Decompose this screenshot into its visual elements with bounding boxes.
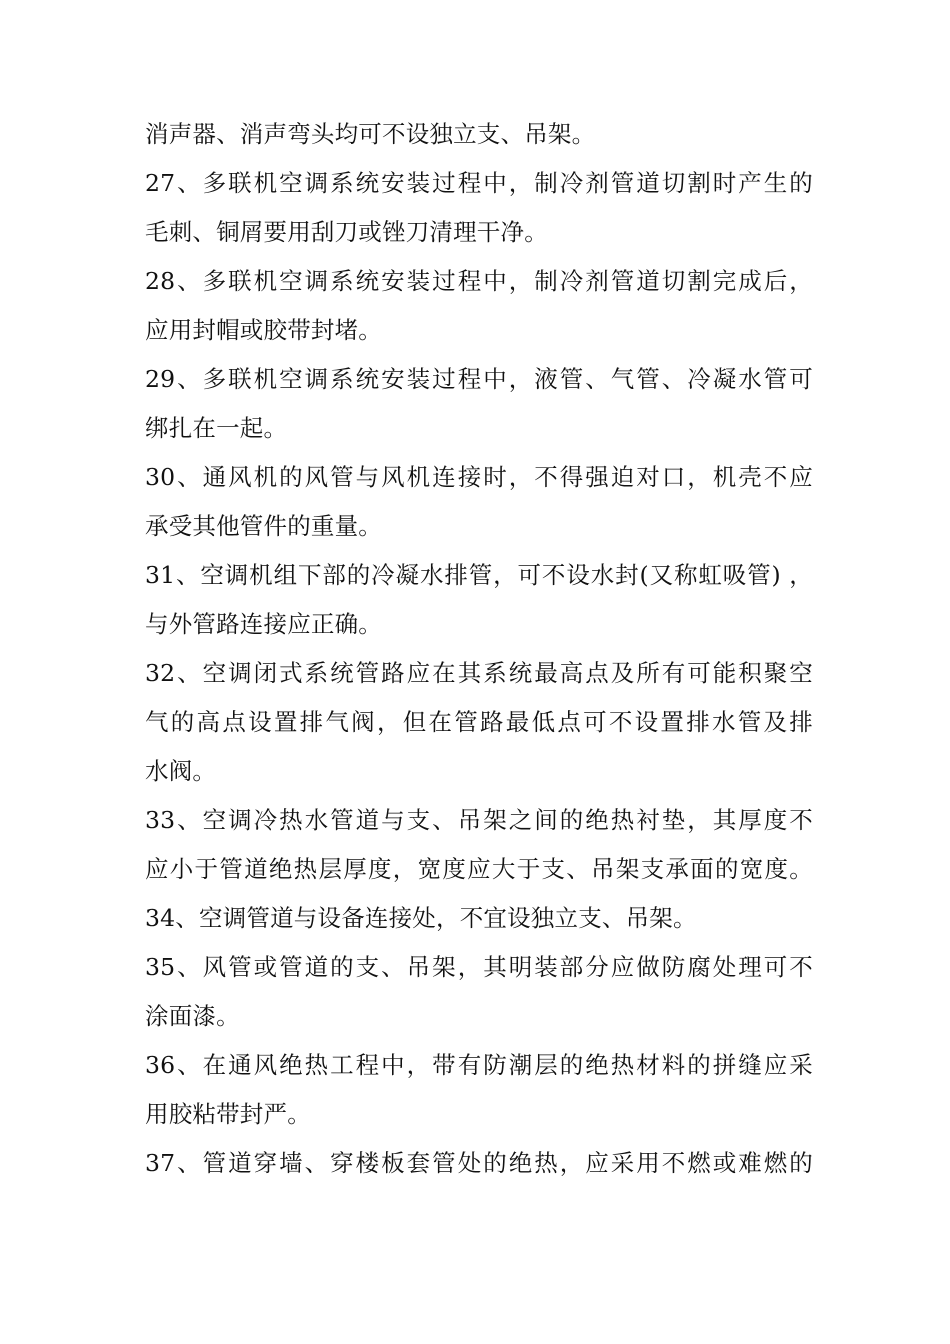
text-line: 35、风管或管道的支、吊架，其明装部分应做防腐处理可不 xyxy=(145,953,813,981)
text-line: 气的高点设置排气阀，但在管路最低点可不设置排水管及排 xyxy=(145,708,813,736)
text-line: 28、多联机空调系统安装过程中，制冷剂管道切割完成后， xyxy=(145,267,813,295)
text-line: 31、空调机组下部的冷凝水排管，可不设水封(又称虹吸管) ， xyxy=(145,561,813,589)
text-line: 与外管路连接应正确。 xyxy=(145,610,382,638)
text-line: 毛刺、铜屑要用刮刀或锉刀清理干净。 xyxy=(145,218,548,246)
text-line: 应用封帽或胶带封堵。 xyxy=(145,316,382,344)
text-line: 消声器、消声弯头均可不设独立支、吊架。 xyxy=(145,120,596,148)
text-line: 用胶粘带封严。 xyxy=(145,1100,311,1128)
text-line: 30、通风机的风管与风机连接时，不得强迫对口，机壳不应 xyxy=(145,463,813,491)
text-line: 34、空调管道与设备连接处，不宜设独立支、吊架。 xyxy=(145,904,697,932)
text-line: 涂面漆。 xyxy=(145,1002,240,1030)
text-line: 37、管道穿墙、穿楼板套管处的绝热，应采用不燃或难燃的 xyxy=(145,1149,813,1177)
text-line: 33、空调冷热水管道与支、吊架之间的绝热衬垫，其厚度不 xyxy=(145,806,813,834)
document-body xyxy=(145,110,813,1188)
text-line: 29、多联机空调系统安装过程中，液管、气管、冷凝水管可 xyxy=(145,365,813,393)
text-line: 应小于管道绝热层厚度，宽度应大于支、吊架支承面的宽度。 xyxy=(145,855,813,883)
text-line: 27、多联机空调系统安装过程中，制冷剂管道切割时产生的 xyxy=(145,169,813,197)
text-line: 绑扎在一起。 xyxy=(145,414,288,442)
text-line: 36、在通风绝热工程中，带有防潮层的绝热材料的拼缝应采 xyxy=(145,1051,813,1079)
text-line: 32、空调闭式系统管路应在其系统最高点及所有可能积聚空 xyxy=(145,659,813,687)
text-line: 承受其他管件的重量。 xyxy=(145,512,382,540)
text-line: 水阀。 xyxy=(145,757,217,785)
